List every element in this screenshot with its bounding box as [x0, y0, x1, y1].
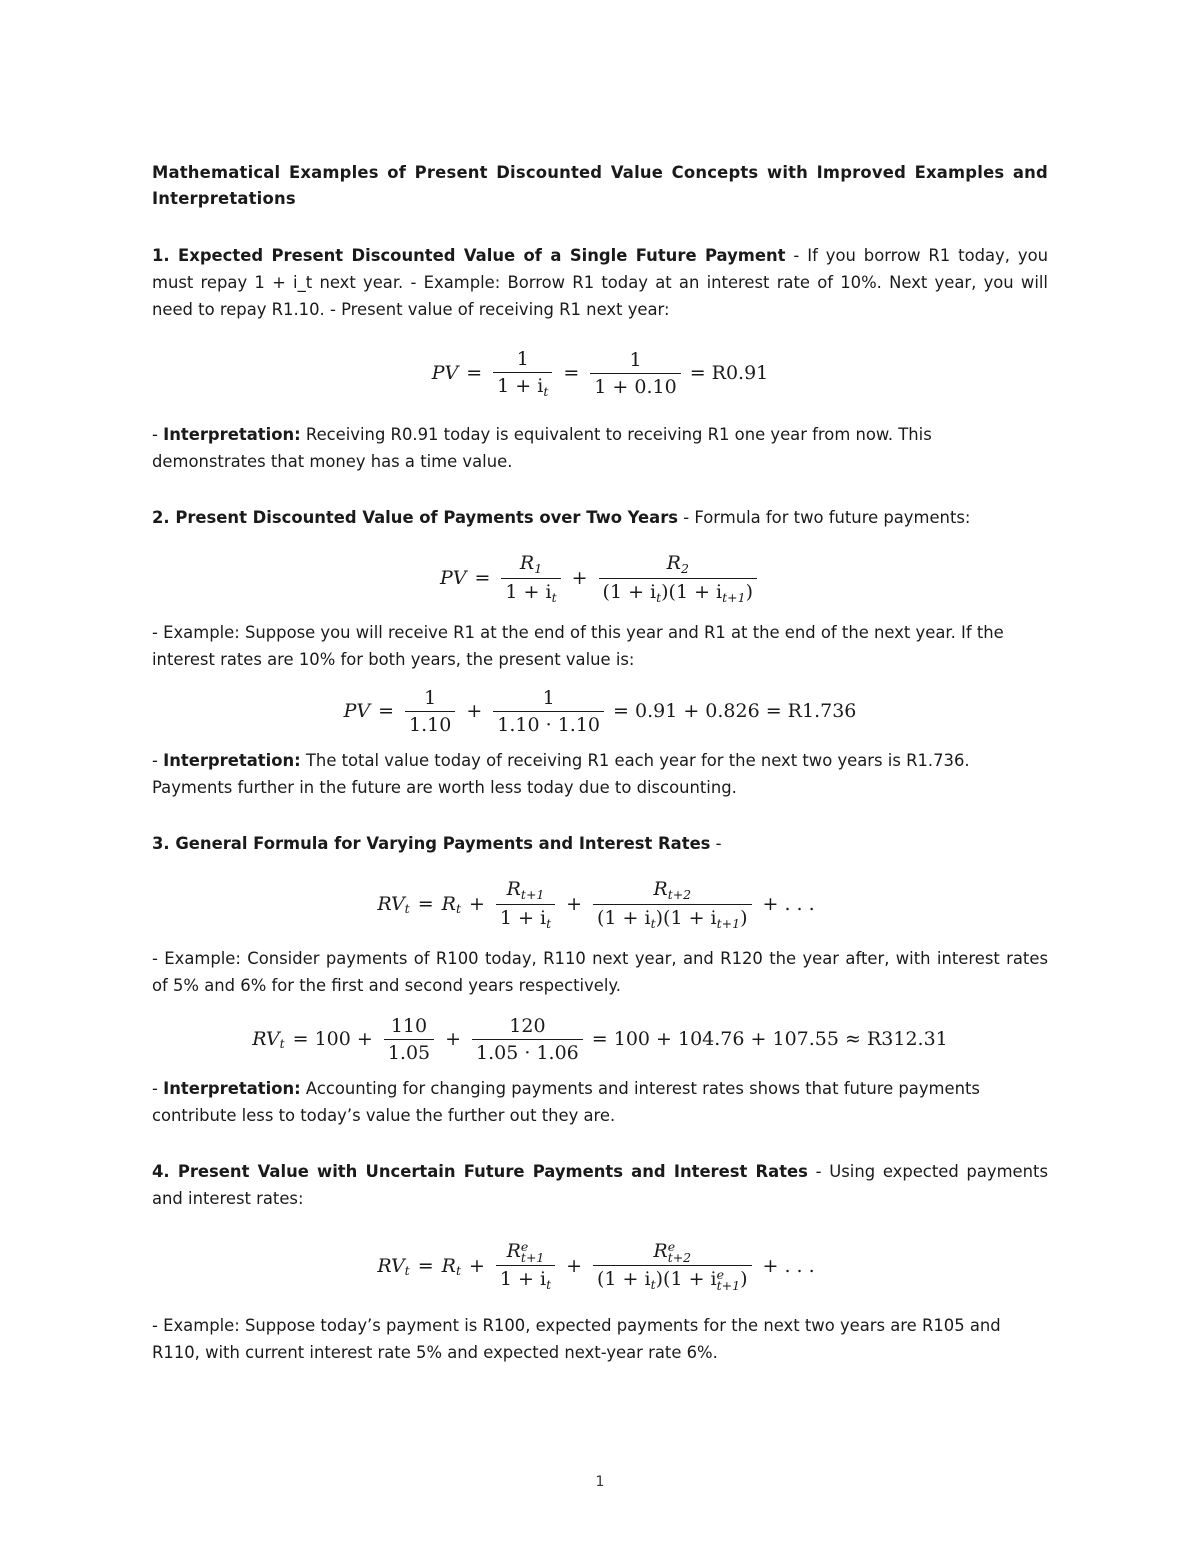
eq1-frac-1: $\frac{1}{1 + i_t}$ [493, 348, 552, 399]
eq1-result: = R0.91 [689, 361, 769, 384]
section-2-intro: 2. Present Discounted Value of Payments over Two Years - Formula for two future payments: [152, 508, 971, 527]
section-4-intro: 4. Present Value with Uncertain Future Payments and Interest Rates - Using expected payments and interest rates: [152, 1162, 1048, 1208]
section-4-heading: 4. Present Value with Uncertain Future Payments and Interest Rates [152, 1162, 808, 1181]
section-4-example: - Example: Suppose today’s payment is R100, expected payments for the next two years are R105 and R110, with current interest rate 5% and expected next-year rate 6%. [152, 1316, 1001, 1362]
section-2-heading: 2. Present Discounted Value of Payments over Two Years [152, 508, 679, 527]
eq1-frac-2: $\frac{1}{1 + 0.10}$ [590, 349, 680, 398]
equation-5: RV t = 100 + $\frac{110}{1.05}$ + $\frac{120}{1.05 \cdot 1.06}$ = 100 + 104.76 + 107.55 ≈ R312.31 [252, 1014, 948, 1064]
eq1-lhs: PV [431, 361, 459, 384]
section-3-intro: 3. General Formula for Varying Payments and Interest Rates - [152, 834, 722, 853]
equation-3: PV = $\frac{1}{1.10}$ + $\frac{1}{1.10 \cdot 1.10}$ = 0.91 + 0.826 = R1.736 [343, 686, 857, 736]
section-3-example: - Example: Consider payments of R100 today, R110 next year, and R120 the year after, with interest rates of 5% and 6% for the first and second years respectively. [152, 949, 1048, 995]
equation-6: RV t = R t + R e t+1 $1 + i_t$ + R e t+2 $(1 + i_t)(1 + i$ e t+1 ) + . . . [377, 1239, 815, 1293]
section-3-interpretation: - Interpretation: Accounting for changing payments and interest rates shows that future payments contribute less to today’s value the further out they are. [152, 1079, 980, 1125]
section-1-interpretation: - Interpretation: Receiving R0.91 today is equivalent to receiving R1 one year from now. This demonstrates that money has a time value. [152, 425, 932, 471]
section-1-heading: 1. Expected Present Discounted Value of a Single Future Payment [152, 246, 786, 265]
page-number: 1 [595, 1474, 605, 1490]
equation-2: PV = $\frac{R_1}{1 + i_t}$ + $\frac{R_2}{(1 + i_t)(1 + i_{t+1})}$ [152, 541, 1048, 615]
section-3-heading: 3. General Formula for Varying Payments and Interest Rates [152, 834, 711, 853]
section-2-interpretation: - Interpretation: The total value today of receiving R1 each year for the next two years is R1.736. Payments further in the future are worth less today due to discounting. [152, 751, 970, 797]
equation-4: RV t = R t + $\frac{R_{t+1}}{1 + i_t}$ + $\frac{R_{t+2}}{(1 + i_t)(1 + i_{t+1})}$ + . . . [377, 877, 815, 931]
section-1-body: - If you borrow R1 today, you must repay 1 + i_t next year. - Example: Borrow R1 today at an interest rate of 10%. Next year, you will need to repay R1.10. - Present value of receiving R1 next year: [152, 246, 1048, 319]
section-1-intro [152, 242, 1048, 323]
document-title: Mathematical Examples of Present Discounted Value Concepts with Improved Examples and Interpretations [152, 163, 1048, 208]
section-2-example: - Example: Suppose you will receive R1 at the end of this year and R1 at the end of the next year. If the interest rates are 10% for both years, the present value is: [152, 623, 1004, 669]
document-content [152, 160, 1048, 1366]
equation-1: PV = $\frac{1}{1 + i_t}$ = $\frac{1}{1 + 0.10}$ = R0.91 [431, 347, 769, 399]
